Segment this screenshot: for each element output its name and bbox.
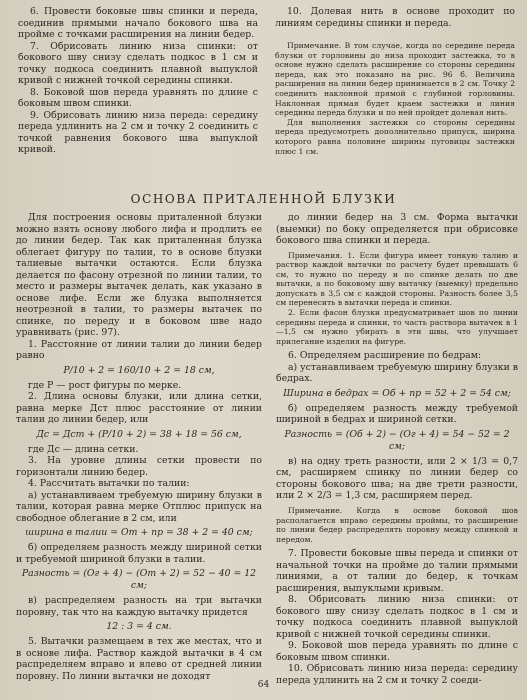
paragraph: в) на одну треть разности, или 2 × 1/3 = 0,7 см, расширяем спинку по линии бедер со стороны бокового шва; на две трети разности, или 2 × 2/3 = 1,3 см, расширяем перед. — [276, 455, 518, 502]
paragraph: 9. Обрисовать линию низа переда: середину переда удлинить на 2 см и точку 2 соединить с точкой равнения бокового шва выпуклой кривой. — [18, 109, 258, 155]
top-right-column — [275, 6, 515, 156]
note-paragraph: Примечания. 1. Если фигура имеет тонкую талию и раствор каждой вытачки по расчету будет превышать 6 см, то нужно по переду и по спинке делать по две вытачки, а по боковому шву вытачку (выемку) предельно допускать в 3,5 см с каждой стороны. Разность более 3,5 см перенесить в вытачки переда и спинки. — [276, 250, 518, 308]
formula: 12 : 3 = 4 см. — [106, 621, 172, 632]
paragraph: 7. Обрисовать линию низа спинки: от бокового шву снизу сделать подкос в 1 см и точку подкоса соединить плавной выпуклой кривой с нижней точкой середины спинки. — [18, 40, 258, 86]
paragraph: 5. Вытачки размещаем в тех же местах, что и в основе лифа. Раствор каждой вытачки в 4 см распределяем вправо и влево от средней линии поровну. По линии вытачки не доходят — [16, 636, 262, 682]
paragraph: б) определяем разность между требуемой шириной в бедрах и шириной сетки. — [276, 402, 518, 426]
paragraph: 8. Обрисовать линию низа спинки: от бокового шву снизу сделать подкос в 1 см и точку подкоса соединить плавной выпуклой кривой с нижней точкой середины спинки. — [276, 594, 518, 640]
paragraph: 9. Боковой шов переда уравнять по длине с боковым швом спинки. — [276, 640, 518, 663]
formula: Разность = (Ог + 4) − (От + 2) = 52 − 40 = 12 см; — [21, 568, 257, 591]
paragraph: Для построения основы приталенной блузки можно взять основу любого лифа и продлить ее до линии бедер. Так как приталенная блузка облегает фигуру по талии, то в основе блузки талиевые вытачки остаются. Если блузка делается по фасону отрезной по линии талии, то место и размеры вытачек делать, как указано в основе лифе. Если же блузка выполняется неотрезной в талии, то размеры вытачек по спинке, по переду и в боковом шве надо уравнивать (рис. 97). — [16, 212, 262, 338]
paragraph: 3. На уровне длины сетки провести по горизонтали линию бедер. — [16, 455, 262, 478]
right-column — [276, 212, 518, 686]
paragraph: до линии бедер на 3 см. Форма вытачки (выемки) по боку определяется при обрисовке бокового шва спинки и переда. — [276, 212, 518, 246]
paragraph: 4. Рассчитать вытачки по талии: — [28, 478, 190, 489]
paragraph: б) определяем разность между шириной сетки и требуемой шириной блузки в талии. — [16, 542, 262, 565]
note-paragraph: Примечание. В том случае, когда по середине переда блузки от горловины до низа проходит застежка, то в основе нужно сделать расширение со стороны середины переда, как это показано на рис. 96 б. Величина расширения на линии бедер принимается в 2 см. Точку 2 соединить наклонной прямой с глубиной горловины. Наклонная прямая будет краем застежки и линия середины переда блузки и по ней пройдет долевая нить. — [275, 41, 515, 118]
paragraph: 6. Определяем расширение по бедрам: — [288, 350, 482, 362]
paragraph: а) устанавливаем требуемую ширину блузки в талии, которая равна мерке Отплюс припуск на свободное облегание в 2 см, или — [16, 489, 262, 524]
paragraph: 8. Боковой шов переда уравнять по длине с боковым швом спинки. — [18, 86, 258, 109]
paragraph: в) распределяем разность на три вытачки поровну, так что на каждую вытачку придется — [16, 595, 262, 618]
formula: Разность = (Об + 2) − (Ог + 4) = 54 − 52 = 2 см; — [284, 428, 510, 452]
paragraph: 6. Провести боковые швы спинки и переда, соединив прямыми начало бокового шва на пройме с точками расширения на линии бедер. — [18, 6, 258, 40]
note-paragraph: Примечание. Когда в основе боковой шов располагается вправо середины проймы, то расширение по линии бедер распределять поровну между спинкой и передом. — [276, 505, 518, 544]
paragraph: 1. Расстояние от линии талии до линии бедер равно — [16, 338, 262, 361]
paragraph: 7. Провести боковые швы переда и спинки от начальной точки на пройме до талии прямыми линиями, а от талии до бедер, к точкам расширения, выпуклыми кривым. — [276, 548, 518, 594]
paragraph: 10. Обрисовать линию низа переда: середину переда удлинить на 2 см и точку 2 соеди- — [276, 663, 518, 686]
page-number: 64 — [257, 680, 270, 690]
paragraph: где P — рост фигуры по мерке. — [28, 379, 182, 391]
paragraph: 2. Длина основы блузки, или длина сетки, равна мерке Дст плюс расстояние от линии талии до линии бедер, или — [16, 391, 262, 425]
note-paragraph: Для выполнения застежки со стороны середины переда предусмотреть дополнительно припуск, ширина которого равна половине ширины пуговицы застежки плюс 1 см. — [275, 117, 515, 156]
section-heading: ОСНОВА ПРИТАЛЕННОЙ БЛУЗКИ — [130, 192, 397, 206]
paragraph: 10. Долевая нить в основе проходит по линиям середины спинки и переда. — [275, 6, 515, 29]
formula: ширина в талии = От + пр = 38 + 2 = 40 см; — [25, 527, 253, 538]
formula: P/10 + 2 = 160/10 + 2 = 18 см, — [63, 364, 215, 376]
paragraph: а) устанавливаем требуемую ширину блузки в бедрах. — [276, 361, 518, 385]
formula: Дс = Дст + (P/10 + 2) = 38 + 18 = 56 см, — [36, 428, 242, 440]
note-paragraph: 2. Если фасон блузки предусматривает шов по линии середины переда и спинки, то часть раствора вытачек в 1—1,5 см нужно убирать в эти швы, что улучшает прилегание изделия на фигуре. — [276, 308, 518, 346]
formula: Ширина в бедрах = Об + пр = 52 + 2 = 54 см; — [283, 387, 511, 399]
top-left-column — [18, 6, 258, 156]
left-column — [16, 212, 262, 682]
paragraph: где Дс — длина сетки. — [28, 443, 139, 455]
